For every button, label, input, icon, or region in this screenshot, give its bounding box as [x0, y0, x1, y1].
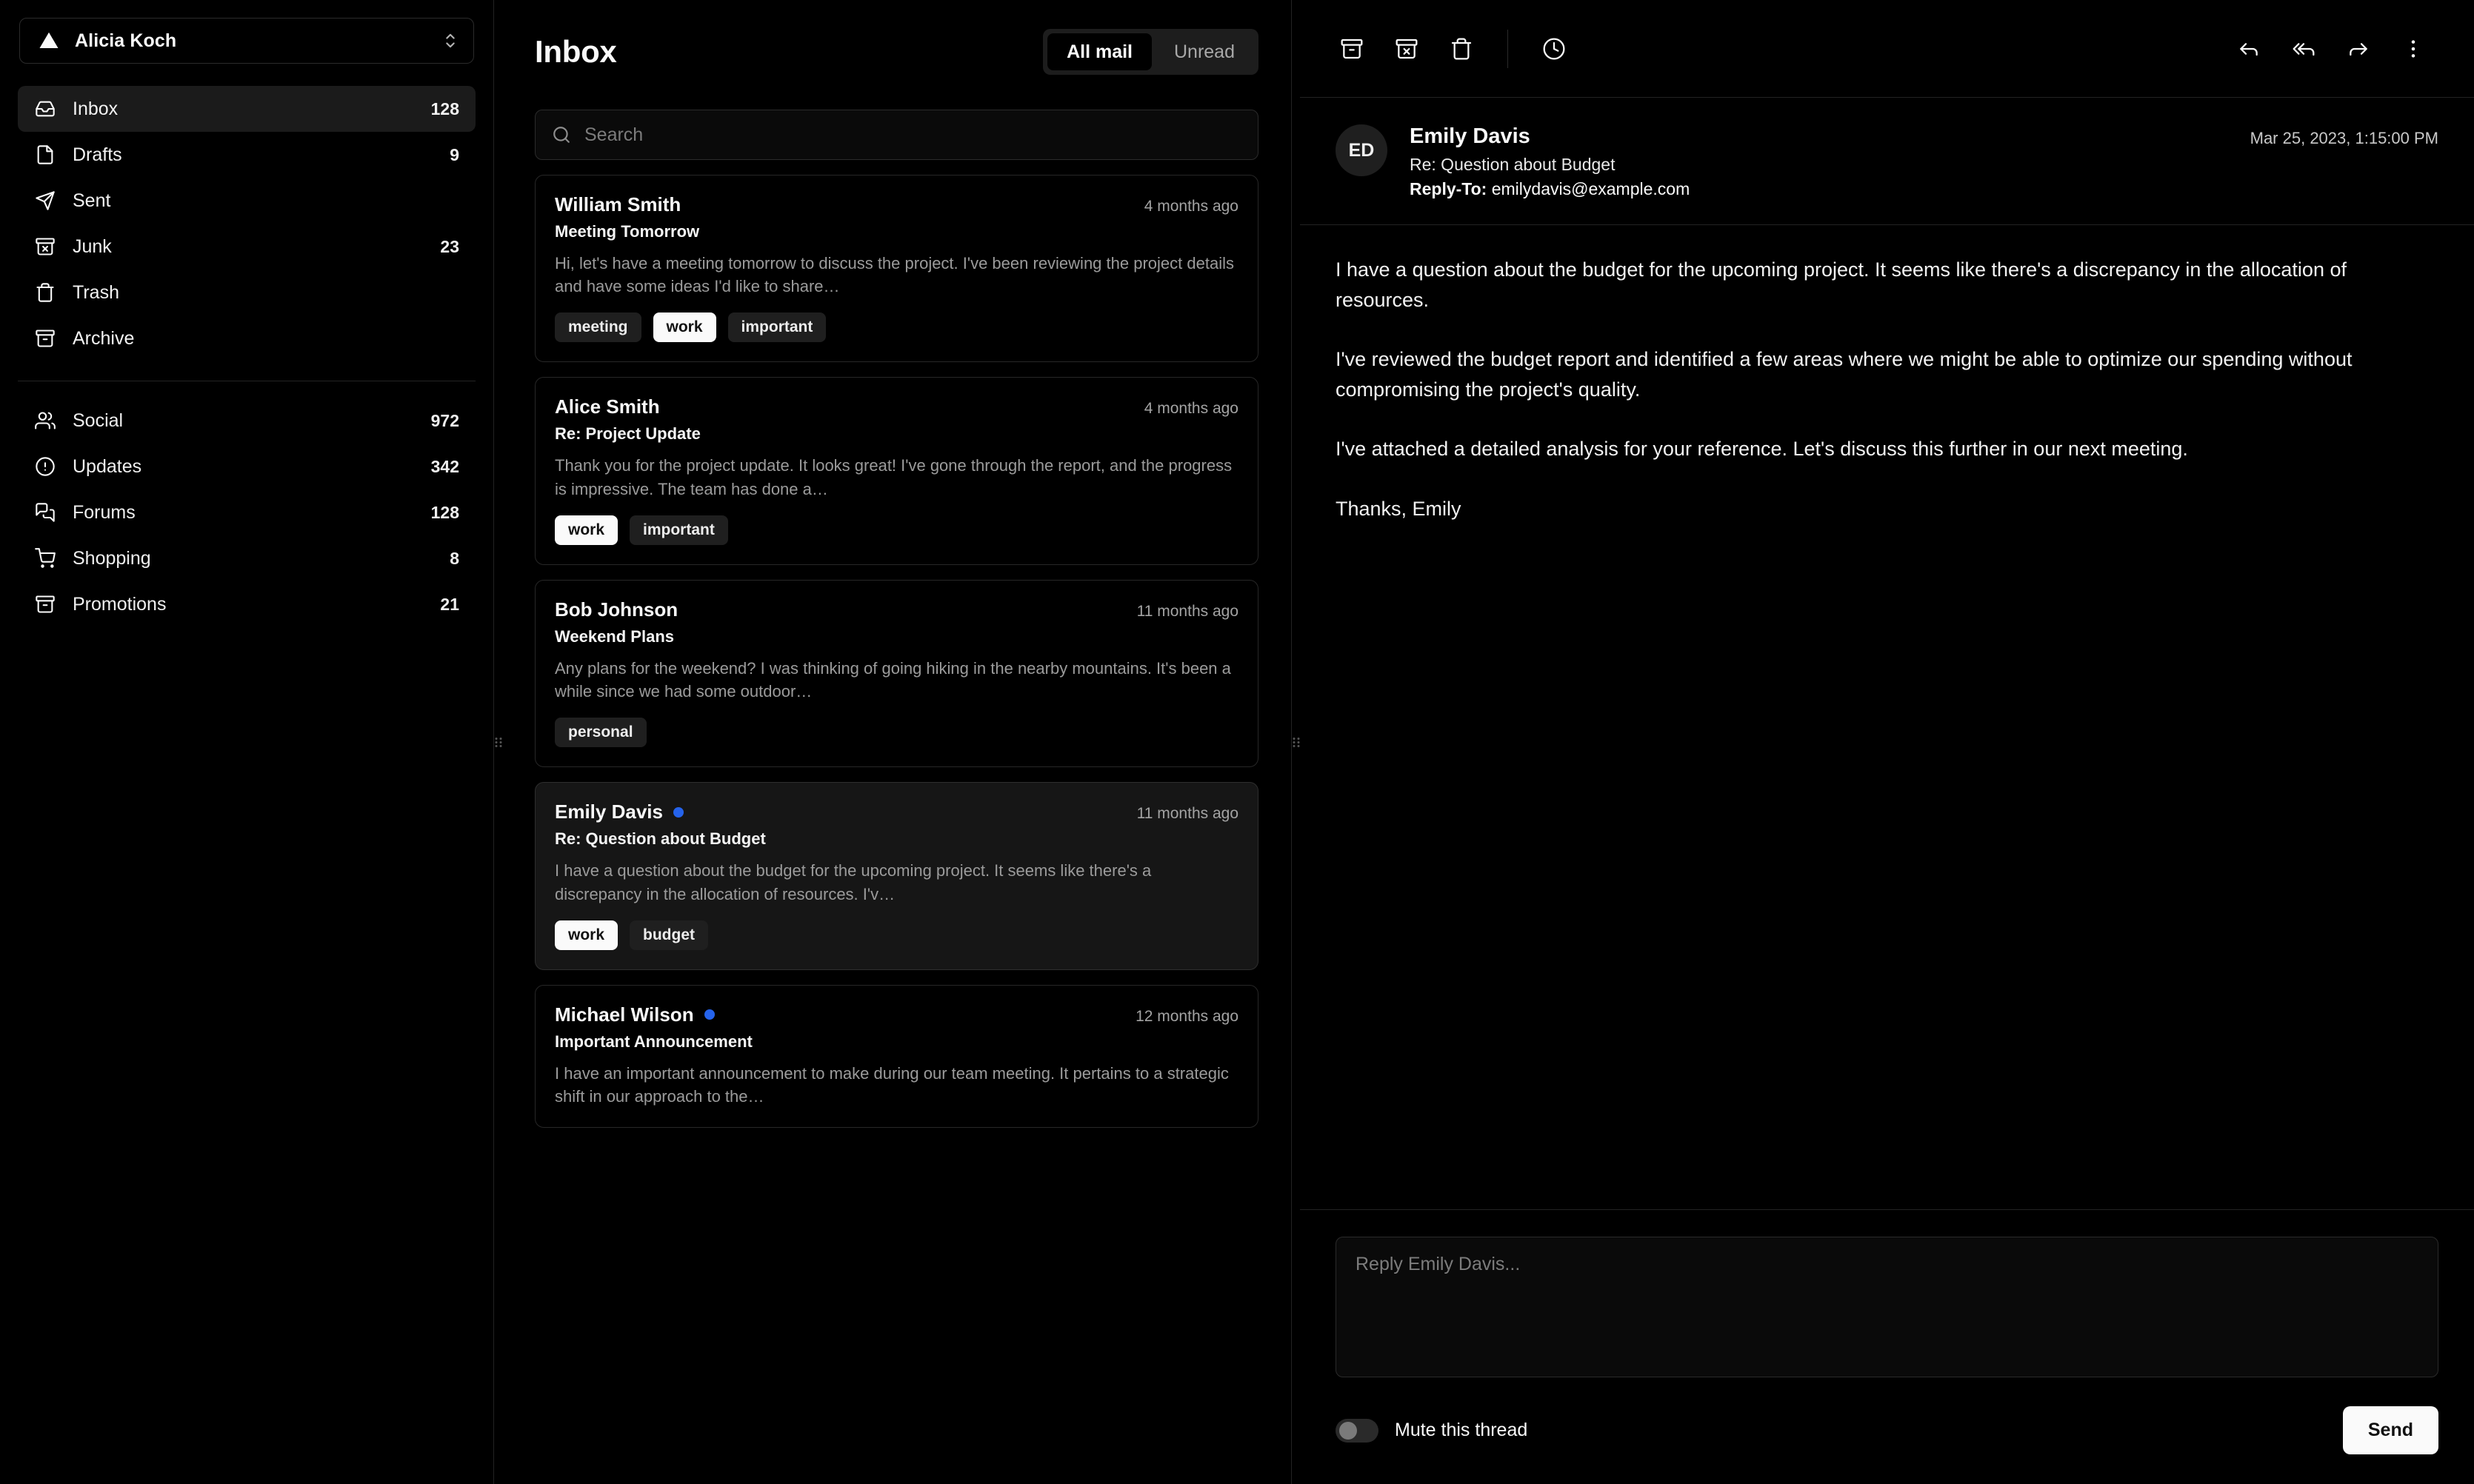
list-item-preview: Any plans for the weekend? I was thinking of going hiking in the nearby mountains. It's been a while since we had some outdoor… [555, 658, 1231, 701]
sidebar-item-label: Updates [73, 455, 142, 477]
list-item-date: 11 months ago [1136, 805, 1238, 823]
trash-icon [34, 281, 56, 304]
message-reply-to [1410, 179, 2228, 199]
forward-button[interactable] [2333, 24, 2384, 74]
users-icon [34, 410, 56, 432]
tag[interactable]: work [653, 312, 716, 342]
tab-all-mail[interactable]: All mail [1047, 33, 1152, 70]
message-paragraph: Thanks, Emily [1336, 497, 1461, 520]
list-item-preview: I have a question about the budget for the upcoming project. It seems like there's a discrepancy in the allocation of resources. I'v… [555, 861, 1152, 903]
list-item-preview: Hi, let's have a meeting tomorrow to discuss the project. I've been reviewing the project details and have some ideas I'd like to share… [555, 254, 1234, 296]
file-icon [34, 144, 56, 166]
sidebar-item-sent[interactable] [18, 178, 476, 224]
sidebar-item-label: Trash [73, 281, 119, 303]
list-item-top [555, 193, 1238, 216]
sidebar-item-label: Archive [73, 327, 135, 349]
message-reader [1300, 0, 2474, 1484]
inbox-icon [34, 98, 56, 120]
sidebar-item-count: 128 [430, 502, 459, 522]
account-switcher[interactable] [19, 18, 474, 64]
archive-icon [34, 327, 56, 350]
reply-all-button[interactable] [2278, 24, 2329, 74]
list-item-sender: William Smith [555, 193, 681, 215]
list-item[interactable] [535, 985, 1258, 1128]
message-body [1300, 225, 2474, 1209]
sidebar-item-archive[interactable] [18, 315, 476, 361]
mail-filter-tabs [1043, 29, 1258, 75]
list-item-date: 12 months ago [1136, 1007, 1238, 1025]
search-icon [552, 125, 571, 144]
archive-button[interactable] [1327, 24, 1377, 74]
message-header [1300, 98, 2474, 225]
send-icon [34, 190, 56, 212]
more-button[interactable] [2388, 24, 2438, 74]
search-input[interactable] [584, 124, 1241, 146]
mail-list[interactable] [502, 175, 1291, 1484]
sidebar-item-count: 21 [440, 594, 459, 614]
list-item-sender: Emily Davis [555, 801, 663, 823]
reader-toolbar [1300, 0, 2474, 98]
trash-button[interactable] [1436, 24, 1487, 74]
sidebar-item-count: 128 [430, 98, 459, 118]
primary-nav [0, 80, 493, 627]
sidebar-item-label: Forums [73, 501, 136, 523]
message-date: Mar 25, 2023, 1:15:00 PM [2250, 129, 2438, 147]
list-item-top [555, 1003, 1238, 1026]
unread-indicator-dot [704, 1009, 715, 1020]
sidebar [0, 0, 494, 1484]
message-header-main [1410, 124, 2228, 199]
alert-circle-icon [34, 455, 56, 478]
list-item-date: 11 months ago [1136, 602, 1238, 620]
avatar: ED [1336, 124, 1387, 176]
search-box[interactable] [535, 110, 1258, 160]
list-item-top [555, 801, 1238, 823]
grip-dots-icon [1292, 733, 1300, 751]
list-item-sender-wrap [555, 1003, 715, 1026]
message-paragraph: I've reviewed the budget report and identified a few areas where we might be able to optimize our spending without compromising the project's quality. [1336, 348, 2353, 401]
tag[interactable]: budget [630, 920, 708, 950]
list-item-subject: Important Announcement [555, 1032, 753, 1051]
list-item-subject: Re: Question about Budget [555, 829, 766, 849]
triangle-logo-icon [36, 28, 61, 53]
tag[interactable]: important [728, 312, 827, 342]
sidebar-item-label: Drafts [73, 144, 122, 165]
sidebar-item-label: Shopping [73, 547, 151, 569]
account-switcher-row [0, 0, 493, 80]
reply-to-label: Reply-To: [1410, 179, 1487, 198]
mute-thread-toggle[interactable] [1336, 1419, 1378, 1443]
list-item-top [555, 395, 1238, 418]
sidebar-item-shopping[interactable] [18, 535, 476, 581]
grip-dots-icon [494, 733, 502, 751]
sidebar-item-trash[interactable] [18, 270, 476, 315]
reply-footer [1336, 1406, 2438, 1454]
sidebar-resize-handle[interactable] [494, 0, 502, 1484]
sidebar-item-count: 23 [440, 236, 459, 256]
list-item-tags [555, 515, 1238, 545]
list-resize-handle[interactable] [1292, 0, 1300, 1484]
list-item-sender: Michael Wilson [555, 1003, 694, 1026]
list-item-tags [555, 920, 1238, 950]
toolbar-divider [1507, 30, 1508, 68]
list-item-preview: Thank you for the project update. It looks great! I've gone through the report, and the progress is impressive. The team has done a… [555, 456, 1233, 498]
sidebar-item-count: 342 [430, 456, 459, 476]
list-item-preview: I have an important announcement to make during our team meeting. It pertains to a strategic shift in our approach to the… [555, 1063, 1229, 1106]
list-item-subject: Weekend Plans [555, 626, 674, 646]
list-item[interactable] [535, 782, 1258, 969]
sidebar-item-forums[interactable] [18, 489, 476, 535]
shopping-cart-icon [34, 547, 56, 569]
archive-x-icon [34, 235, 56, 258]
sidebar-item-junk[interactable] [18, 224, 476, 270]
tag[interactable]: meeting [555, 312, 641, 342]
list-item-date: 4 months ago [1144, 400, 1238, 418]
list-item-subject: Meeting Tomorrow [555, 222, 700, 241]
list-item-tags [555, 718, 1238, 747]
list-item-sender: Alice Smith [555, 395, 660, 418]
mail-list-pane [502, 0, 1292, 1484]
sidebar-item-label: Junk [73, 235, 112, 257]
list-item-date: 4 months ago [1144, 198, 1238, 215]
search-row [502, 104, 1291, 175]
sidebar-item-drafts[interactable] [18, 132, 476, 178]
sidebar-item-promotions[interactable] [18, 581, 476, 627]
chevron-up-down-icon[interactable] [442, 28, 459, 53]
reply-composer [1300, 1209, 2474, 1484]
mail-list-header [502, 0, 1291, 104]
sidebar-item-label: Social [73, 410, 124, 431]
reply-button[interactable] [2224, 24, 2274, 74]
tag[interactable]: work [555, 920, 618, 950]
sidebar-item-count: 972 [430, 410, 459, 430]
tag[interactable]: personal [555, 718, 647, 747]
sidebar-item-social[interactable] [18, 398, 476, 444]
tag[interactable]: work [555, 515, 618, 545]
unread-indicator-dot [673, 807, 684, 818]
message-square-icon [34, 501, 56, 524]
junk-button[interactable] [1381, 24, 1432, 74]
message-paragraph: I have a question about the budget for the upcoming project. It seems like there's a discrepancy in the allocation of resources. [1336, 258, 2347, 311]
reply-input[interactable] [1336, 1237, 2438, 1377]
send-button[interactable]: Send [2343, 1406, 2438, 1454]
sidebar-item-label: Sent [73, 190, 111, 211]
list-item-tags [555, 312, 1238, 342]
tab-unread[interactable]: Unread [1174, 41, 1235, 62]
sidebar-item-count: 8 [450, 548, 459, 568]
list-item[interactable] [535, 580, 1258, 767]
sidebar-item-inbox[interactable] [18, 86, 476, 132]
reply-to-address: emilydavis@example.com [1491, 179, 1690, 198]
list-item-sender: Bob Johnson [555, 598, 678, 621]
list-item-top [555, 598, 1238, 621]
archive-icon [34, 593, 56, 615]
list-item-sender-wrap [555, 801, 684, 823]
mute-thread-label: Mute this thread [1395, 1420, 1528, 1440]
page-title: Inbox [535, 34, 617, 69]
list-item-subject: Re: Project Update [555, 424, 701, 444]
list-item[interactable] [535, 377, 1258, 564]
sidebar-item-count: 9 [450, 144, 459, 164]
sidebar-item-updates[interactable] [18, 444, 476, 489]
message-sender: Emily Davis [1410, 124, 1530, 148]
account-name: Alicia Koch [75, 30, 177, 51]
snooze-button[interactable] [1529, 24, 1579, 74]
tag[interactable]: important [630, 515, 728, 545]
sidebar-item-label: Promotions [73, 593, 167, 615]
list-item[interactable] [535, 175, 1258, 362]
sidebar-item-label: Inbox [73, 98, 119, 119]
message-paragraph: I've attached a detailed analysis for your reference. Let's discuss this further in our next meeting. [1336, 438, 2188, 460]
message-subject: Re: Question about Budget [1410, 155, 1616, 174]
